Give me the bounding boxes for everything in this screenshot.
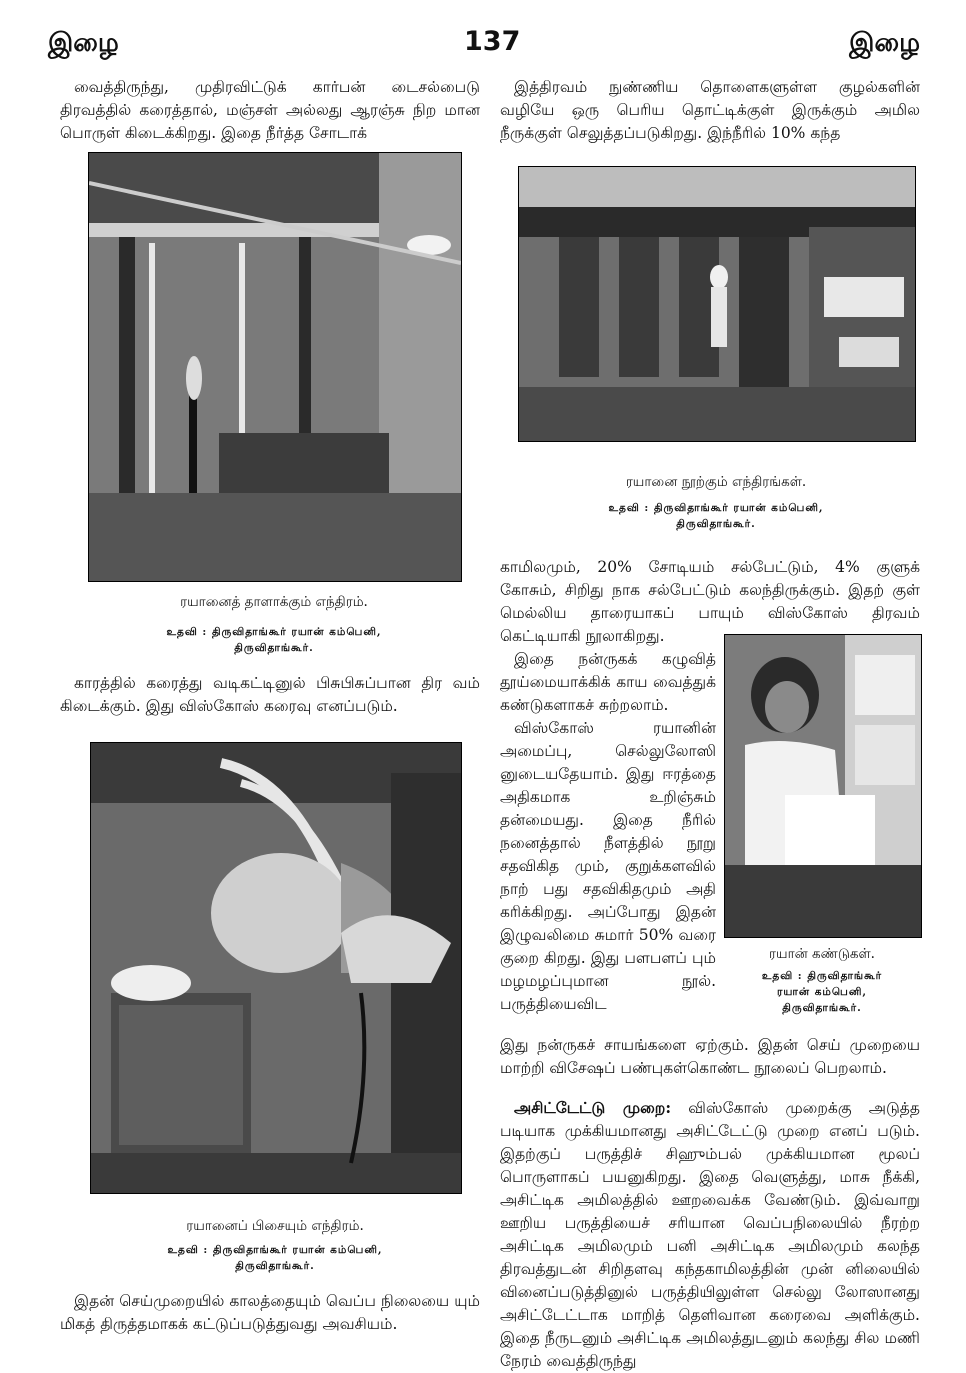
credit-line: உதவி : திருவிதாங்கூர் ரயான் கம்பெனி, bbox=[608, 502, 824, 514]
photo-rayon-spinning-machines bbox=[518, 166, 916, 442]
paragraph: இதை நன்ருகக் கழுவித் தூய்மையாக்கிக் காய வைத்துக் கண்டுகளாகச் சுற்றலாம். bbox=[500, 650, 716, 714]
worker-illustration bbox=[725, 635, 921, 937]
photo-rayon-sheet-machine bbox=[88, 152, 462, 582]
credit-line: திருவிதாங்கூர். bbox=[676, 518, 756, 530]
section-heading: அசிட்டேட்டு முறை: bbox=[514, 1098, 672, 1117]
figure1-caption bbox=[88, 594, 460, 656]
machine-illustration bbox=[519, 167, 915, 441]
page-number: 137 bbox=[464, 26, 521, 57]
photo-rayon-skeins bbox=[724, 634, 922, 938]
machine-illustration bbox=[91, 743, 461, 1193]
paragraph: வைத்திருந்து, முதிரவிட்டுக் கார்பன் டைசல்பைடு திரவத்தில் கரைத்தால், மஞ்சள் அல்லது ஆரஞ்சு நிற மான பொருள் கிடைக்கிறது. இதை நீர்த்த சோடாக் bbox=[60, 78, 480, 142]
figure4-caption bbox=[724, 946, 920, 1016]
credit-line: திருவிதாங்கூர். bbox=[234, 642, 314, 654]
paragraph: இது நன்ருகச் சாயங்களை ஏற்கும். இதன் செய் முறையை மாற்றி விசேஷப் பண்புகள்கொண்ட நூலைப் பெறலாம். bbox=[500, 1036, 920, 1077]
left-para-bottom bbox=[60, 1290, 480, 1336]
running-header-left: இழை bbox=[48, 28, 119, 58]
left-para-mid bbox=[60, 672, 480, 718]
caption-credit bbox=[724, 968, 920, 1016]
figure3-caption bbox=[518, 474, 914, 532]
caption-title: ரயானைப் பிசையும் எந்திரம். bbox=[186, 1218, 364, 1234]
caption-credit bbox=[518, 500, 914, 532]
caption-credit bbox=[90, 1242, 460, 1274]
credit-line: ரயான் கம்பெனி, bbox=[776, 986, 868, 998]
credit-line: உதவி : திருவிதாங்கூர் bbox=[761, 970, 883, 982]
paragraph: காமிலமும், 20% சோடியம் சல்பேட்டும், 4% குளுக் கோசும், சிறிது நாக சல்பேட்டும் கலந்திருக்கும். இதற் குள் மெல்லிய தாரையாகப் பாயும் விஸ்கோஸ் திரவம் கெட்டியாகி நூலாகிறது. bbox=[500, 558, 920, 645]
paragraph-body: விஸ்கோஸ் முறைக்கு அடுத்த படியாக முக்கியமானது அசிட்டேட்டு முறை எனப் படும். இதற்குப் பருத்திச் சிஹும்பல் முக்கியமான மூலப் பொருளாகப் பயனுகிறது. இதை வெளுத்து, மாசு நீக்கி, அசிட்டிக அமிலத்தில் ஊறவைக்க வேண்டும். இவ்வாறு ஊறிய பருத்தியைச் சரியான வெப்பநிலையில் நீரற்ற அசிட்டிக அமிலமும் பனி அசிட்டிக அமிலமும் கலந்த திரவத்துடன் சிறிதளவு கந்தகாமிலத்தின் முன் னிலையில் வினைப்படுத்தினுல் பருத்தியிலுள்ள செல்லு லோஸானது அசிட்டேட்டாக மாறித் தெளிவான கரைவை அளிக்கும். இதை நீருடனும் அசிட்டிக அமிலத்துடனும் கலந்து சில மணி நேரம் வைத்திருந்து bbox=[500, 1099, 920, 1370]
figure2-caption bbox=[90, 1218, 460, 1274]
machine-illustration bbox=[89, 153, 461, 581]
right-para-c bbox=[500, 1096, 920, 1373]
credit-line: உதவி : திருவிதாங்கூர் ரயான் கம்பெனி, bbox=[166, 626, 382, 638]
running-header-right: இழை bbox=[849, 28, 920, 58]
paragraph: இதன் செய்முறையில் காலத்தையும் வெப்ப நிலையை யும் மிகத் திருத்தமாகக் கட்டுப்படுத்துவது அவசியம். bbox=[60, 1292, 480, 1333]
left-para-top bbox=[60, 76, 480, 145]
caption-title: ரயானை நூற்கும் எந்திரங்கள். bbox=[625, 474, 807, 490]
paragraph bbox=[500, 1096, 920, 1373]
caption-title: ரயானைத் தாளாக்கும் எந்திரம். bbox=[180, 594, 368, 610]
right-para-top bbox=[500, 76, 920, 145]
paragraph: விஸ்கோஸ் ரயானின் அமைப்பு, செல்லுலோஸி னுடையதேயாம். இது ஈரத்தை அதிகமாக உறிஞ்சும் தன்மையது. இதை நீரில் நனைத்தால் நீளத்தில் நூறு சதவிகித மும், குறுக்களவில் நாற் பது சதவிகிதமும் அதி கரிக்கிறது. அப்போது இதன் இழுவலிமை சுமார் 50% வரை குறை கிறது. இது பளபளப் பும் மழமழப்புமான நூல். பருத்தியைவிட bbox=[500, 719, 716, 1013]
credit-line: உதவி : திருவிதாங்கூர் ரயான் கம்பெனி, bbox=[167, 1244, 383, 1256]
paragraph: இத்திரவம் நுண்ணிய தொளைகளுள்ள குழல்களின் வழியே ஒரு பெரிய தொட்டிக்குள் இருக்கும் அமில நீருக்குள் செலுத்தப்படுகிறது. இந்நீரில் 10% கந்த bbox=[500, 78, 920, 142]
credit-line: திருவிதாங்கூர். bbox=[235, 1260, 315, 1272]
right-narrow-text bbox=[500, 648, 716, 1016]
photo-rayon-kneading-machine bbox=[90, 742, 462, 1194]
caption-credit bbox=[88, 624, 460, 656]
credit-line: திருவிதாங்கூர். bbox=[782, 1002, 862, 1014]
caption-title: ரயான் கண்டுகள். bbox=[769, 946, 875, 962]
right-para-b bbox=[500, 1034, 920, 1080]
paragraph: காரத்தில் கரைத்து வடிகட்டினுல் பிசுபிசுப்பான திர வம் கிடைக்கும். இது விஸ்கோஸ் கரைவு எனப்படும். bbox=[60, 674, 480, 715]
